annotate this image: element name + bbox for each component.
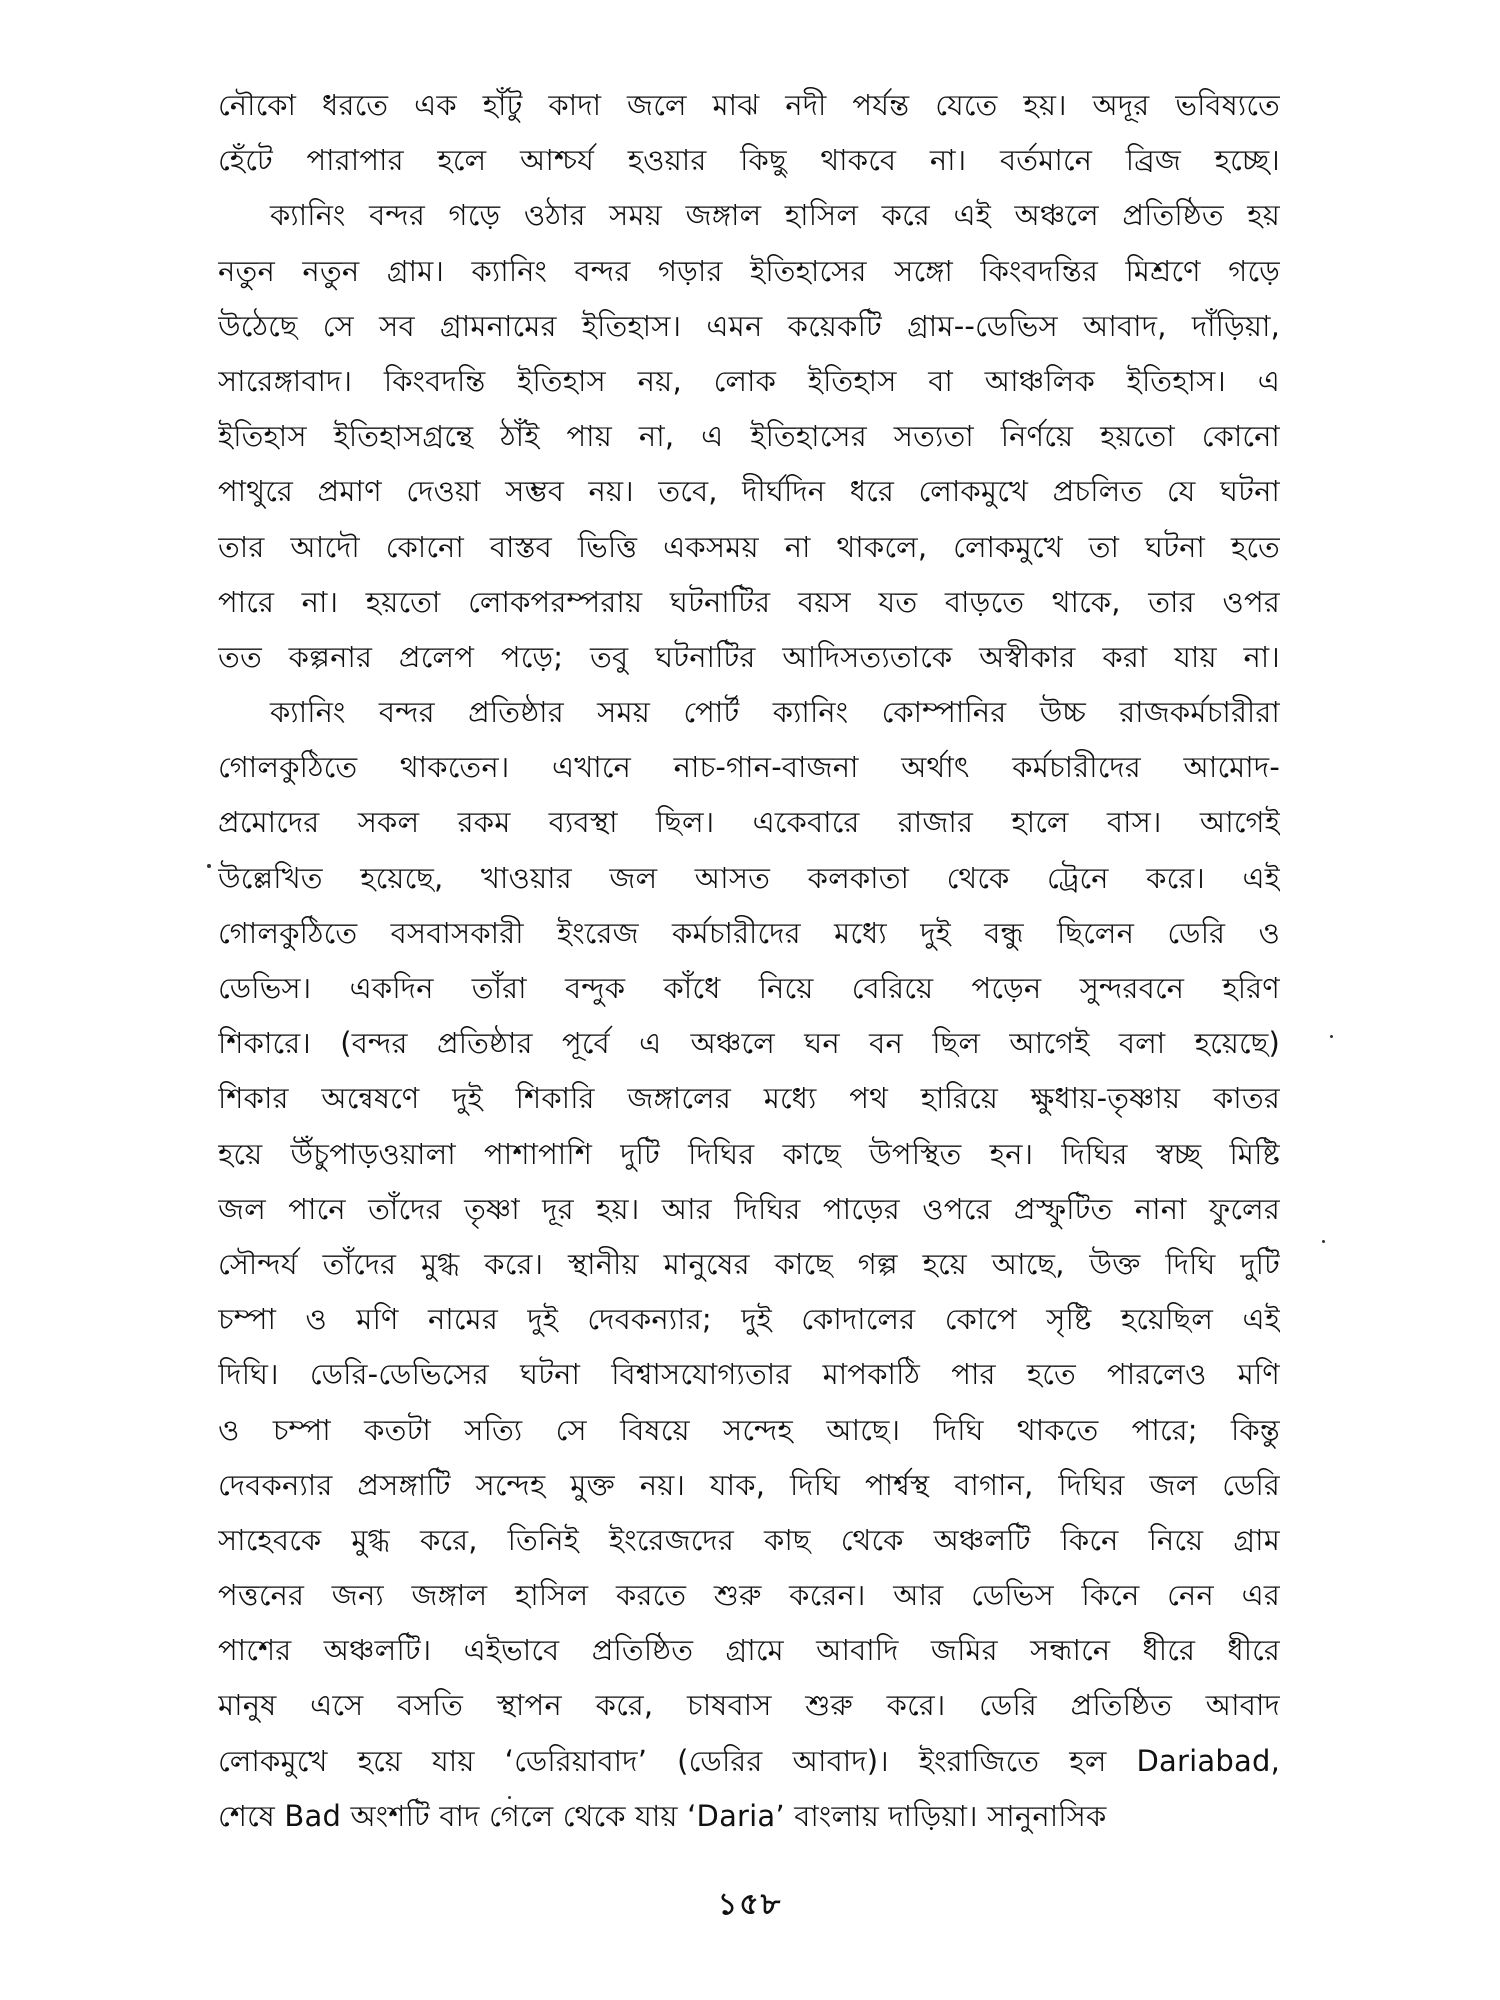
text-line-13: গোলকুঠিতে থাকতেন। এখানে নাচ-গান-বাজনা অর্থাৎ কর্মচারীদের আমোদ- (218, 750, 1280, 785)
text-line-32: শেষে Bad অংশটি বাদ গেলে থেকে যায় ‘Daria’ বাংলায় দাড়িয়া। সানুনাসিক (218, 1798, 1107, 1833)
text-line-12: ক্যানিং বন্দর প্রতিষ্ঠার সময় পোর্ট ক্যানিং কোম্পানির উচ্চ রাজকর্মচারীরা (270, 695, 1280, 730)
text-line-17: ডেভিস। একদিন তাঁরা বন্দুক কাঁধে নিয়ে বেরিয়ে পড়েন সুন্দরবনে হরিণ (218, 971, 1280, 1005)
text-line-1: নৌকো ধরতে এক হাঁটু কাদা জলে মাঝ নদী পর্যন্ত যেতে হয়। অদূর ভবিষ্যতে (218, 88, 1280, 122)
text-line-15: উল্লেখিত হয়েছে, খাওয়ার জল আসত কলকাতা থেকে ট্রেনে করে। এই (218, 860, 1280, 895)
text-line-2: হেঁটে পারাপার হলে আশ্চর্য হওয়ার কিছু থাকবে না। বর্তমানে ব্রিজ হচ্ছে। (218, 143, 1280, 178)
text-line-23: চম্পা ও মণি নামের দুই দেবকন্যার; দুই কোদালের কোপে সৃষ্টি হয়েছিল এই (218, 1302, 1280, 1337)
text-line-9: তার আদৌ কোনো বাস্তব ভিত্তি একসময় না থাকলে, লোকমুখে তা ঘটনা হতে (218, 529, 1280, 564)
text-line-18: শিকারে। (বন্দর প্রতিষ্ঠার পূর্বে এ অঞ্চলে ঘন বন ছিল আগেই বলা হয়েছে) (218, 1026, 1280, 1061)
body-text (218, 78, 1280, 1844)
page-number: ১৫৮ (717, 1887, 783, 1922)
text-line-27: সাহেবকে মুগ্ধ করে, তিনিই ইংরেজদের কাছ থেকে অঞ্চলটি কিনে নিয়ে গ্রাম (218, 1522, 1280, 1557)
text-line-26: দেবকন্যার প্রসঙ্গাটি সন্দেহ মুক্ত নয়। যাক, দিঘি পার্শ্বস্থ বাগান, দিঘির জল ডেরি (218, 1467, 1280, 1502)
text-line-22: সৌন্দর্য তাঁদের মুগ্ধ করে। স্থানীয় মানুষের কাছে গল্প হয়ে আছে, উক্ত দিঘি দুটি (218, 1246, 1280, 1281)
text-line-30: মানুষ এসে বসতি স্থাপন করে, চাষবাস শুরু করে। ডেরি প্রতিষ্ঠিত আবাদ (218, 1688, 1280, 1723)
text-line-6: সারেঙ্গাবাদ। কিংবদন্তি ইতিহাস নয়, লোক ইতিহাস বা আঞ্চলিক ইতিহাস। এ (218, 363, 1280, 398)
text-line-7: ইতিহাস ইতিহাসগ্রন্থে ঠাঁই পায় না, এ ইতিহাসের সত্যতা নির্ণয়ে হয়তো কোনো (218, 419, 1280, 454)
text-line-10: পারে না। হয়তো লোকপরম্পরায় ঘটনাটির বয়স যত বাড়তে থাকে, তার ওপর (218, 584, 1280, 619)
text-line-4: নতুন নতুন গ্রাম। ক্যানিং বন্দর গড়ার ইতিহাসের সঙ্গো কিংবদন্তির মিশ্রণে গড়ে (218, 253, 1280, 288)
text-line-11: তত কল্পনার প্রলেপ পড়ে; তবু ঘটনাটির আদিসত্যতাকে অস্বীকার করা যায় না। (218, 639, 1280, 674)
text-line-5: উঠেছে সে সব গ্রামনামের ইতিহাস। এমন কয়েকটি গ্রাম--ডেভিস আবাদ, দাঁড়িয়া, (218, 308, 1280, 343)
scan-speck (1330, 1035, 1333, 1038)
text-line-29: পাশের অঞ্চলটি। এইভাবে প্রতিষ্ঠিত গ্রামে আবাদি জমির সন্ধানে ধীরে ধীরে (218, 1633, 1280, 1668)
text-line-21: জল পানে তাঁদের তৃষ্ণা দূর হয়। আর দিঘির পাড়ের ওপরে প্রস্ফুটিত নানা ফুলের (218, 1191, 1280, 1226)
text-line-25: ও চম্পা কতটা সত্যি সে বিষয়ে সন্দেহ আছে। দিঘি থাকতে পারে; কিন্তু (218, 1412, 1280, 1447)
text-line-16: গোলকুঠিতে বসবাসকারী ইংরেজ কর্মচারীদের মধ্যে দুই বন্ধু ছিলেন ডেরি ও (218, 915, 1280, 950)
text-line-20: হয়ে উঁচুপাড়ওয়ালা পাশাপাশি দুটি দিঘির কাছে উপস্থিত হন। দিঘির স্বচ্ছ মিষ্টি (218, 1136, 1280, 1171)
text-line-31: লোকমুখে হয়ে যায় ‘ডেরিয়াবাদ’ (ডেরির আবাদ)। ইংরাজিতে হল Dariabad, (218, 1743, 1280, 1778)
scan-speck (1322, 1240, 1325, 1243)
text-line-14: প্রমোদের সকল রকম ব্যবস্থা ছিল। একেবারে রাজার হালে বাস। আগেই (218, 805, 1280, 840)
text-line-3: ক্যানিং বন্দর গড়ে ওঠার সময় জঙ্গাল হাসিল করে এই অঞ্চলে প্রতিষ্ঠিত হয় (270, 198, 1280, 233)
scan-speck (508, 1796, 511, 1799)
text-line-8: পাথুরে প্রমাণ দেওয়া সম্ভব নয়। তবে, দীর্ঘদিন ধরে লোকমুখে প্রচলিত যে ঘটনা (218, 474, 1280, 509)
text-line-24: দিঘি। ডেরি-ডেভিসের ঘটনা বিশ্বাসযোগ্যতার মাপকাঠি পার হতে পারলেও মণি (218, 1357, 1280, 1392)
text-line-19: শিকার অন্বেষণে দুই শিকারি জঙ্গালের মধ্যে পথ হারিয়ে ক্ষুধায়-তৃষ্ণায় কাতর (218, 1081, 1280, 1116)
scan-speck (207, 864, 211, 868)
text-line-28: পত্তনের জন্য জঙ্গাল হাসিল করতে শুরু করেন। আর ডেভিস কিনে নেন এর (218, 1578, 1280, 1613)
